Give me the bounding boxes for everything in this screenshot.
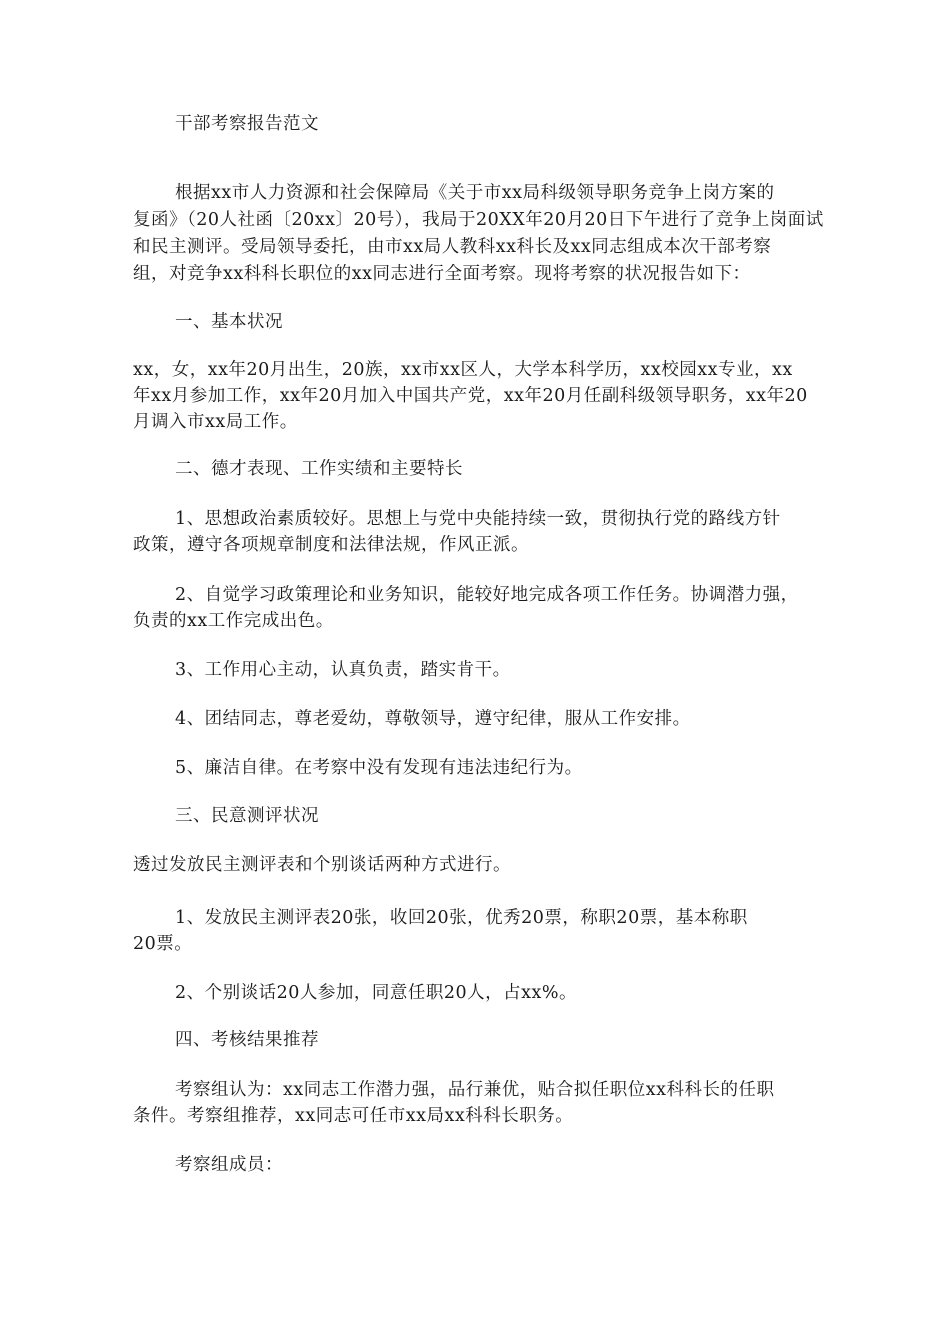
section1-line-2: 年xx月参加工作，xx年20月加入中国共产党，xx年20月任副科级领导职务，xx年20 xyxy=(133,386,808,406)
section2-item3: 3、工作用心主动，认真负责，踏实肯干。 xyxy=(175,660,511,680)
section3-heading: 三、民意测评状况 xyxy=(175,806,319,826)
section4-line-1: 考察组认为：xx同志工作潜力强，品行兼优，贴合拟任职位xx科科长的任职 xyxy=(175,1080,775,1100)
section1-line-1: xx，女，xx年20月出生，20族，xx市xx区人，大学本科学历，xx校园xx专业，xx xyxy=(133,360,793,380)
intro-line-2: 复函》（20人社函〔20xx〕20号），我局于20XX年20月20日下午进行了竞争上岗面试 xyxy=(133,210,824,230)
section2-item2-line-1: 2、自觉学习政策理论和业务知识，能较好地完成各项工作任务。协调潜力强， xyxy=(175,585,799,605)
section1-heading: 一、基本状况 xyxy=(175,312,283,332)
section3-item1-line-2: 20票。 xyxy=(133,934,193,954)
intro-line-1: 根据xx市人力资源和社会保障局《关于市xx局科级领导职务竞争上岗方案的 xyxy=(175,183,775,203)
intro-line-4: 组，对竞争xx科科长职位的xx同志进行全面考察。现将考察的状况报告如下： xyxy=(133,264,751,284)
section2-item1-line-1: 1、思想政治素质较好。思想上与党中央能持续一致，贯彻执行党的路线方针 xyxy=(175,509,781,529)
section3-item2: 2、个别谈话20人参加，同意任职20人，占xx%。 xyxy=(175,983,578,1003)
section2-item2-line-2: 负责的xx工作完成出色。 xyxy=(133,611,334,631)
section2-item1-line-2: 政策，遵守各项规章制度和法律法规，作风正派。 xyxy=(133,535,529,555)
section3-item1-line-1: 1、发放民主测评表20张，收回20张，优秀20票，称职20票，基本称职 xyxy=(175,908,748,928)
document-title: 干部考察报告范文 xyxy=(175,114,319,134)
section2-item4: 4、团结同志，尊老爱幼，尊敬领导，遵守纪律，服从工作安排。 xyxy=(175,709,691,729)
section3-intro: 透过发放民主测评表和个别谈话两种方式进行。 xyxy=(133,855,511,875)
section2-item5: 5、廉洁自律。在考察中没有发现有违法违纪行为。 xyxy=(175,758,583,778)
section2-heading: 二、德才表现、工作实绩和主要特长 xyxy=(175,459,463,479)
section4-heading: 四、考核结果推荐 xyxy=(175,1030,319,1050)
section1-line-3: 月调入市xx局工作。 xyxy=(133,412,298,432)
members-label: 考察组成员： xyxy=(175,1155,283,1175)
section4-line-2: 条件。考察组推荐，xx同志可任市xx局xx科科长职务。 xyxy=(133,1106,574,1126)
intro-line-3: 和民主测评。受局领导委托，由市xx局人教科xx科长及xx同志组成本次干部考察 xyxy=(133,237,772,257)
